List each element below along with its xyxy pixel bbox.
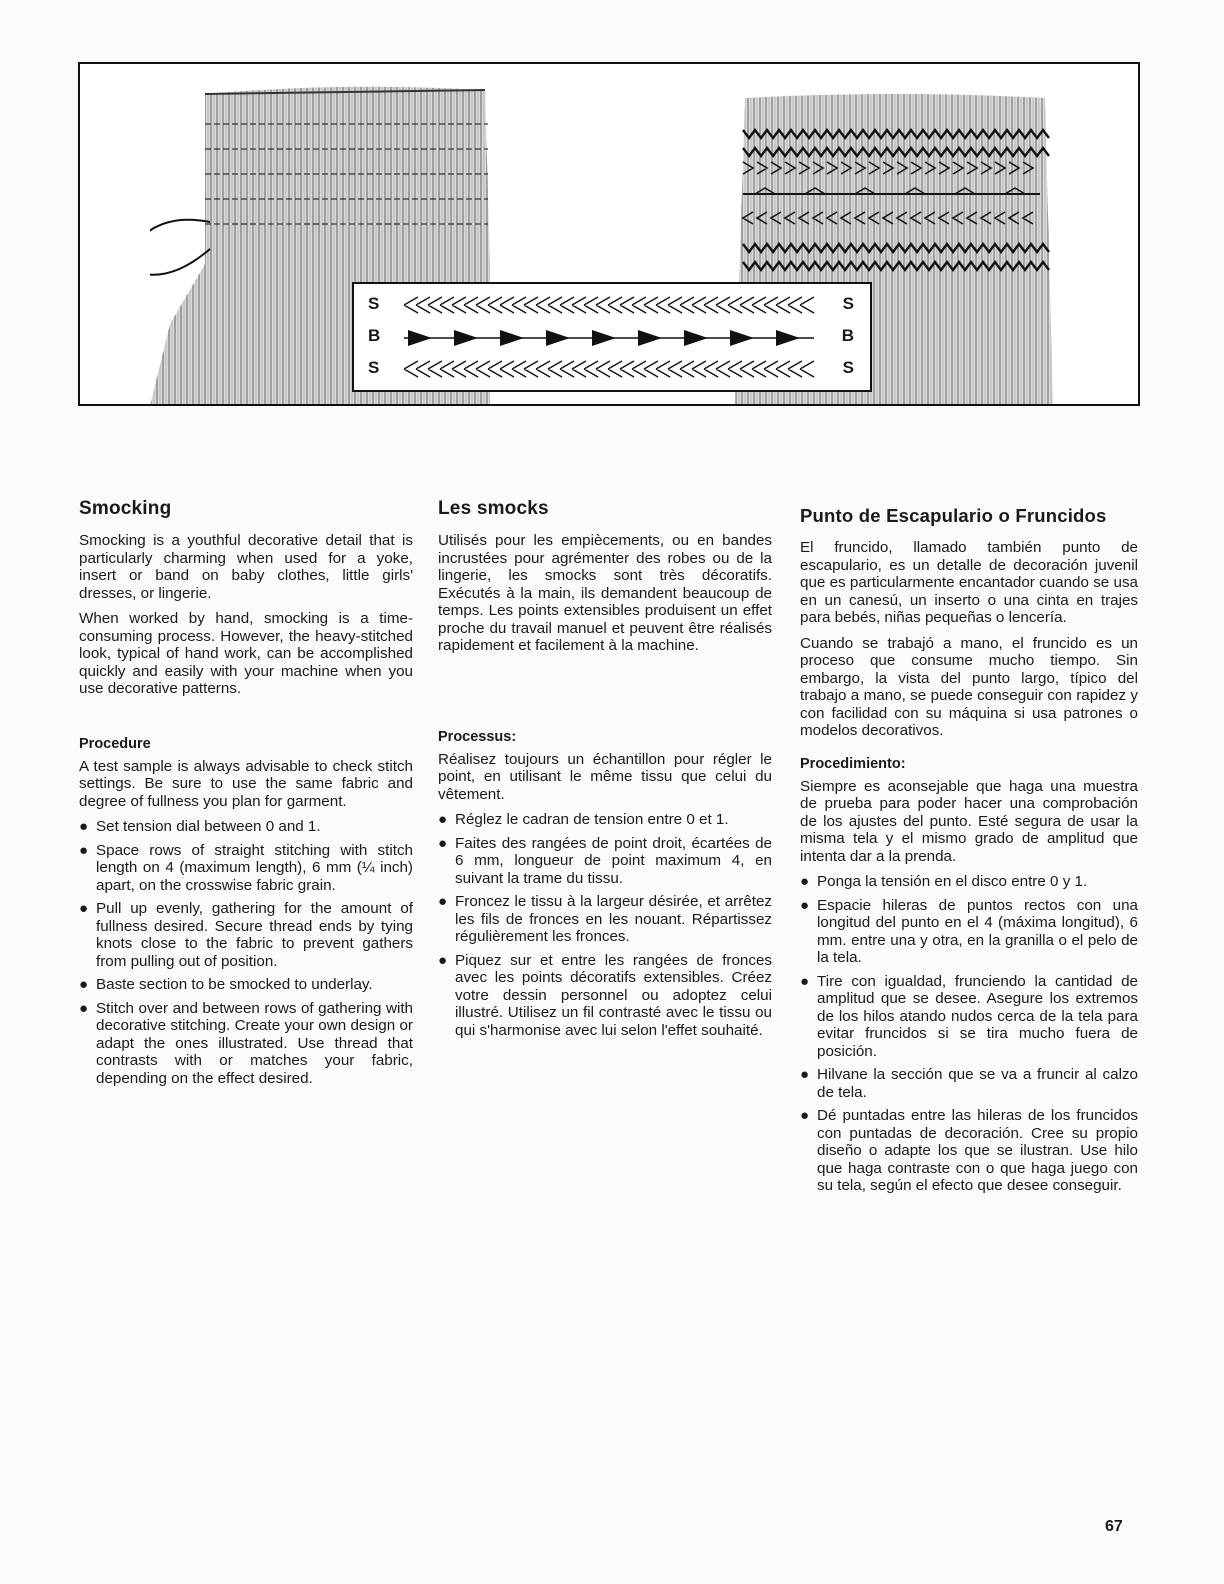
list-item — [79, 818, 413, 836]
procedure-heading: Procedimiento: — [800, 755, 906, 772]
list-item — [79, 842, 413, 895]
list-item — [438, 811, 772, 829]
step-text: Baste section to be smocked to underlay. — [96, 976, 373, 993]
section-title: Les smocks — [438, 498, 549, 519]
list-item — [438, 893, 772, 946]
smocking-zigzag-stitch-icon — [394, 356, 834, 382]
list-item — [79, 1000, 413, 1088]
step-text: Réglez le cadran de tension entre 0 et 1. — [455, 811, 729, 828]
bullet-icon: ● — [800, 873, 810, 890]
step-text: Froncez le tissu à la largeur désirée, et arrêtez les fils de fronces en les nouant. Répartissez régulièrement les fronces. — [455, 893, 772, 945]
paragraph: Cuando se trabajó a mano, el fruncido es un proceso que consume mucho tiempo. Sin embargo, la vista del punto largo, típico del trabajo a mano, se puede conseguir con rapidez y con facilidad con su máquina si usa patrones o modelos decorativos. — [800, 634, 1138, 739]
procedure-steps — [79, 818, 413, 1087]
legend-row — [354, 322, 870, 352]
list-item — [438, 835, 772, 888]
bullet-icon: ● — [800, 1066, 810, 1083]
step-text: Tire con igualdad, frunciendo la cantidad de amplitud que se desee. Asegure los extremos de los hilos atando nudos cerca de la tela para evitar fruncidos si se tira mucho fuera de posición. — [817, 972, 1138, 1060]
bullet-icon: ● — [79, 841, 89, 859]
bullet-icon: ● — [438, 811, 448, 828]
paragraph: Utilisés pour les empiècements, ou en bandes incrustées pour agrémenter des robes ou de la lingerie, les smocks sont très décoratifs. Exécutés à la main, ils demandent beaucoup de temps. Les points extensibles produisent un effet proche du travail manuel et peuvent être réalisés rapidement et facilement à la machine. — [438, 532, 772, 654]
paragraph: El fruncido, llamado también punto de escapulario, es un detalle de decoración juvenil que es particularmente encantador cuando se usa en un canesú, un inserto o una cinta en trajes para bebés, niñas pequeñas o lencería. — [800, 539, 1138, 626]
legend-letter: B — [841, 326, 854, 345]
smocking-zigzag-stitch-icon — [394, 292, 834, 318]
step-text: Ponga la tensión en el disco entre 0 y 1. — [817, 873, 1088, 890]
list-item — [79, 900, 413, 970]
step-text: Espacie hileras de puntos rectos con una longitud del punto en el 4 (máxima longitud), 6 mm. entre una y otra, en la granilla o el pelo de la tela. — [817, 896, 1138, 966]
procedure-steps — [800, 873, 1138, 1195]
paragraph: When worked by hand, smocking is a time-consuming process. However, the heavy-stitched look, typical of hand work, can be accomplished quickly and easily with your machine when you use decorative patterns. — [79, 610, 413, 697]
blind-stitch-icon — [394, 324, 834, 350]
paragraph: Smocking is a youthful decorative detail that is particularly charming when used for a yoke, insert or band on baby clothes, little girls' dresses, or lingerie. — [79, 532, 413, 602]
step-text: Stitch over and between rows of gathering with decorative stitching. Create your own design or adapt the ones illustrated. Use thread that contrasts with or matches your fabric, depending on the effect desired. — [96, 999, 413, 1087]
step-text: Dé puntadas entre las hileras de los fruncidos con puntadas de decoración. Cree su propio diseño o adapte los que se ilustran. Use hilo que haga contraste con o que haga juego con su tela, según el efecto que desee conseguir. — [817, 1107, 1138, 1194]
legend-letter: B — [368, 326, 381, 345]
list-item — [800, 973, 1138, 1061]
bullet-icon: ● — [79, 999, 89, 1017]
legend-letter: S — [842, 294, 854, 313]
smocking-illustration — [78, 62, 1140, 406]
bullet-icon: ● — [79, 818, 89, 835]
legend-letter: S — [842, 358, 854, 377]
list-item — [800, 1107, 1138, 1195]
spanish-column — [800, 498, 1138, 1201]
list-item — [800, 1066, 1138, 1101]
bullet-icon: ● — [438, 951, 448, 969]
step-text: Space rows of straight stitching with stitch length on 4 (maximum length), 6 mm (¼ inch) apart, on the crosswise fabric grain. — [96, 841, 413, 894]
bullet-icon: ● — [79, 900, 89, 917]
page-number: 67 — [1105, 1518, 1123, 1535]
step-text: Piquez sur et entre les rangées de fronces avec les points décoratifs extensibles. Créez votre dessin personnel ou adoptez celui illustré. Utilisez un fil contrasté avec le tissu ou qui s'harmonise avec lui selon l'effet souhaité. — [455, 951, 772, 1039]
procedure-heading: Procedure — [79, 735, 151, 752]
procedure-heading: Processus: — [438, 728, 517, 745]
list-item — [79, 976, 413, 994]
bullet-icon: ● — [800, 1107, 810, 1124]
bullet-icon: ● — [800, 896, 810, 914]
english-column — [79, 498, 413, 1093]
legend-letter: S — [368, 358, 380, 377]
section-title: Smocking — [79, 498, 172, 519]
step-text: Faites des rangées de point droit, écartées de 6 mm, longueur de point maximum 4, en suivant la trame du tissu. — [455, 834, 772, 887]
procedure-intro: Siempre es aconsejable que haga una muestra de prueba para poder hacer una comprobación de los ajustes del punto. Esté segura de usar la misma tela y el mismo grado de amplitud que intenta dar a la prenda. — [800, 777, 1138, 865]
bullet-icon: ● — [800, 972, 810, 990]
list-item — [800, 897, 1138, 967]
list-item — [800, 873, 1138, 891]
step-text: Hilvane la sección que se va a fruncir al calzo de tela. — [817, 1066, 1138, 1101]
legend-row — [354, 290, 870, 320]
legend-row — [354, 354, 870, 384]
stitch-legend — [352, 282, 872, 392]
step-text: Pull up evenly, gathering for the amount of fullness desired. Secure thread ends by tying knots close to the fabric to prevent gathers from pulling out of position. — [96, 900, 413, 970]
procedure-intro: Réalisez toujours un échantillon pour régler le point, en utilisant le même tissu que celui du vêtement. — [438, 750, 772, 803]
list-item — [438, 952, 772, 1040]
legend-letter: S — [368, 294, 380, 313]
procedure-intro: A test sample is always advisable to check stitch settings. Be sure to use the same fabric and degree of fullness you plan for garment. — [79, 757, 413, 810]
bullet-icon: ● — [79, 976, 89, 993]
bullet-icon: ● — [438, 834, 448, 852]
step-text: Set tension dial between 0 and 1. — [96, 818, 321, 835]
bullet-icon: ● — [438, 893, 448, 910]
procedure-steps — [438, 811, 772, 1039]
french-column — [438, 498, 772, 1045]
section-title: Punto de Escapulario o Fruncidos — [800, 505, 1107, 526]
